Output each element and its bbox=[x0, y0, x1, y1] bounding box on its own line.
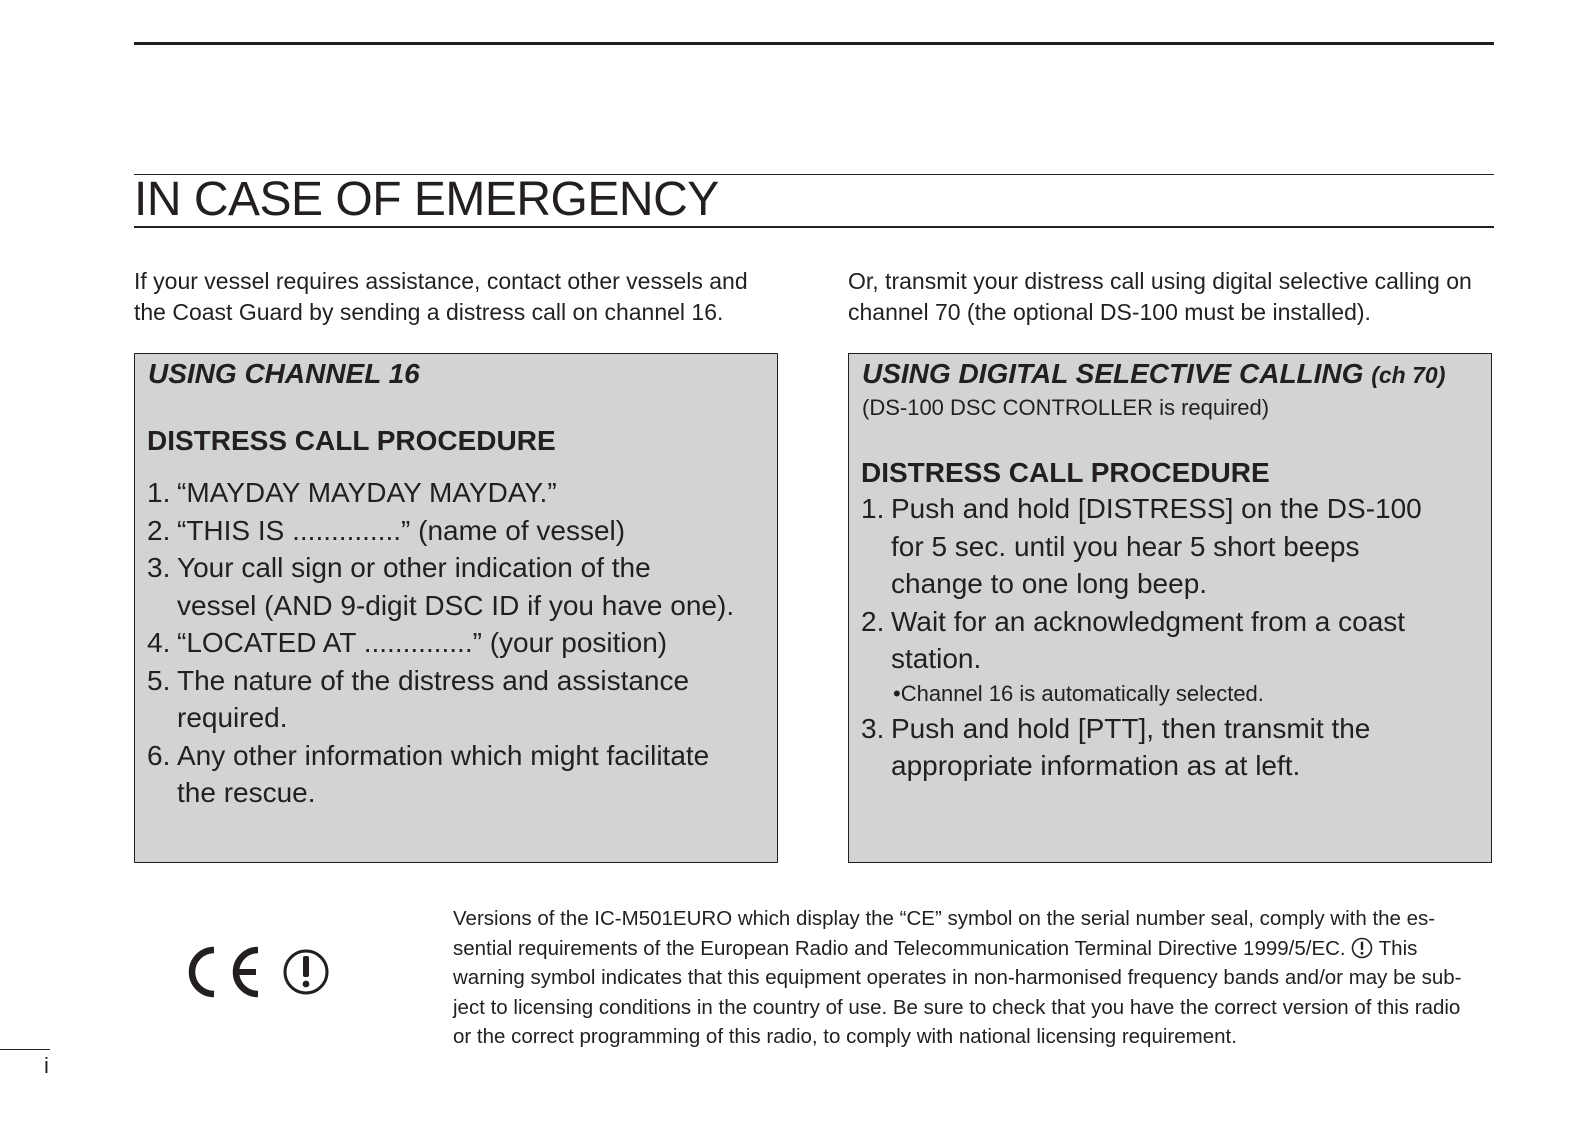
step-text: Any other information which might facilitate bbox=[177, 739, 710, 771]
intro-left-line: If your vessel requires assistance, contact other vessels and bbox=[134, 268, 748, 294]
step-number: 3. bbox=[861, 712, 885, 744]
step-item bbox=[147, 549, 772, 624]
notice-line: Versions of the IC-M501EURO which display the “CE” symbol on the serial number seal, comply with the es- bbox=[453, 907, 1436, 930]
notice-line: or the correct programming of this radio, to comply with national licensing requirement. bbox=[453, 1025, 1237, 1048]
step-text: for 5 sec. until you hear 5 short beeps bbox=[891, 530, 1360, 562]
step-number: 3. bbox=[147, 552, 171, 583]
channel-16-steps bbox=[147, 474, 772, 812]
ce-compliance-notice bbox=[453, 904, 1496, 1052]
step-text: Push and hold [PTT], then transmit the bbox=[891, 712, 1371, 744]
step-item bbox=[147, 474, 772, 512]
title-rule-below bbox=[134, 226, 1494, 228]
distress-procedure-title: DISTRESS CALL PROCEDURE bbox=[147, 425, 556, 456]
step-number: 1. bbox=[147, 477, 171, 508]
step-item bbox=[861, 710, 1486, 785]
step-text: “LOCATED AT ..............” (your position) bbox=[177, 627, 668, 658]
dsc-steps bbox=[861, 490, 1486, 785]
intro-left-line: the Coast Guard by sending a distress call on channel 16. bbox=[134, 299, 724, 325]
step-text: Push and hold [DISTRESS] on the DS-100 bbox=[891, 493, 1422, 524]
alert-circle-icon bbox=[1351, 937, 1373, 959]
step-item bbox=[147, 512, 772, 550]
notice-text: sential requirements of the European Radio and Telecommunication Terminal Directive 1999/5/EC. bbox=[453, 936, 1346, 960]
step-number: 5. bbox=[147, 664, 171, 696]
step-text: required. bbox=[177, 702, 288, 733]
step-text: Your call sign or other indication of the bbox=[177, 552, 651, 583]
notice-text: This bbox=[1378, 936, 1418, 960]
step-number: 6. bbox=[147, 739, 171, 771]
page-title: IN CASE OF EMERGENCY bbox=[134, 173, 719, 226]
step-text: vessel (AND 9-digit DSC ID if you have one). bbox=[177, 589, 735, 621]
intro-right-line: channel 70 (the optional DS-100 must be installed). bbox=[848, 299, 1371, 325]
notice-line: warning symbol indicates that this equipment operates in non-harmonised frequency bands and/or may be sub- bbox=[453, 966, 1462, 989]
alert-circle-icon bbox=[285, 951, 327, 993]
dsc-heading-channel: (ch 70) bbox=[1371, 362, 1446, 388]
dsc-heading-text: USING DIGITAL SELECTIVE CALLING bbox=[862, 358, 1364, 389]
page-number: i bbox=[44, 1053, 49, 1078]
step-number: 1. bbox=[861, 493, 885, 524]
step-item bbox=[147, 624, 772, 662]
step-text: the rescue. bbox=[177, 777, 316, 808]
step-text: The nature of the distress and assistance bbox=[177, 664, 690, 696]
step-item bbox=[147, 662, 772, 737]
step-text: Wait for an acknowledgment from a coast bbox=[891, 605, 1406, 637]
notice-line: ject to licensing conditions in the country of use. Be sure to check that you have the correct version of this radio bbox=[453, 995, 1461, 1019]
step-item bbox=[861, 603, 1486, 710]
notice-line bbox=[453, 934, 1496, 964]
distress-procedure-title: DISTRESS CALL PROCEDURE bbox=[861, 457, 1270, 488]
step-note: •Channel 16 is automatically selected. bbox=[893, 680, 1264, 706]
intro-right-line: Or, transmit your distress call using digital selective calling on bbox=[848, 268, 1472, 294]
channel-16-box bbox=[134, 353, 778, 863]
step-number: 2. bbox=[861, 605, 885, 637]
step-text: change to one long beep. bbox=[891, 568, 1208, 599]
page-number-rule bbox=[0, 1049, 50, 1050]
step-item bbox=[147, 737, 772, 812]
step-number: 2. bbox=[147, 514, 171, 546]
step-text: “THIS IS ..............” (name of vessel) bbox=[177, 514, 626, 546]
step-text: station. bbox=[891, 643, 982, 674]
ce-mark-icon bbox=[186, 944, 336, 1000]
step-number: 4. bbox=[147, 627, 171, 658]
intro-right bbox=[848, 266, 1508, 328]
step-item bbox=[861, 490, 1486, 603]
dsc-box bbox=[848, 353, 1492, 863]
step-text: appropriate information as at left. bbox=[891, 750, 1301, 781]
top-rule bbox=[134, 42, 1494, 45]
dsc-heading bbox=[862, 356, 1445, 393]
channel-16-heading: USING CHANNEL 16 bbox=[148, 358, 420, 389]
dsc-subheading: (DS-100 DSC CONTROLLER is required) bbox=[862, 395, 1270, 420]
step-text: “MAYDAY MAYDAY MAYDAY.” bbox=[177, 477, 557, 508]
intro-left bbox=[134, 266, 794, 328]
